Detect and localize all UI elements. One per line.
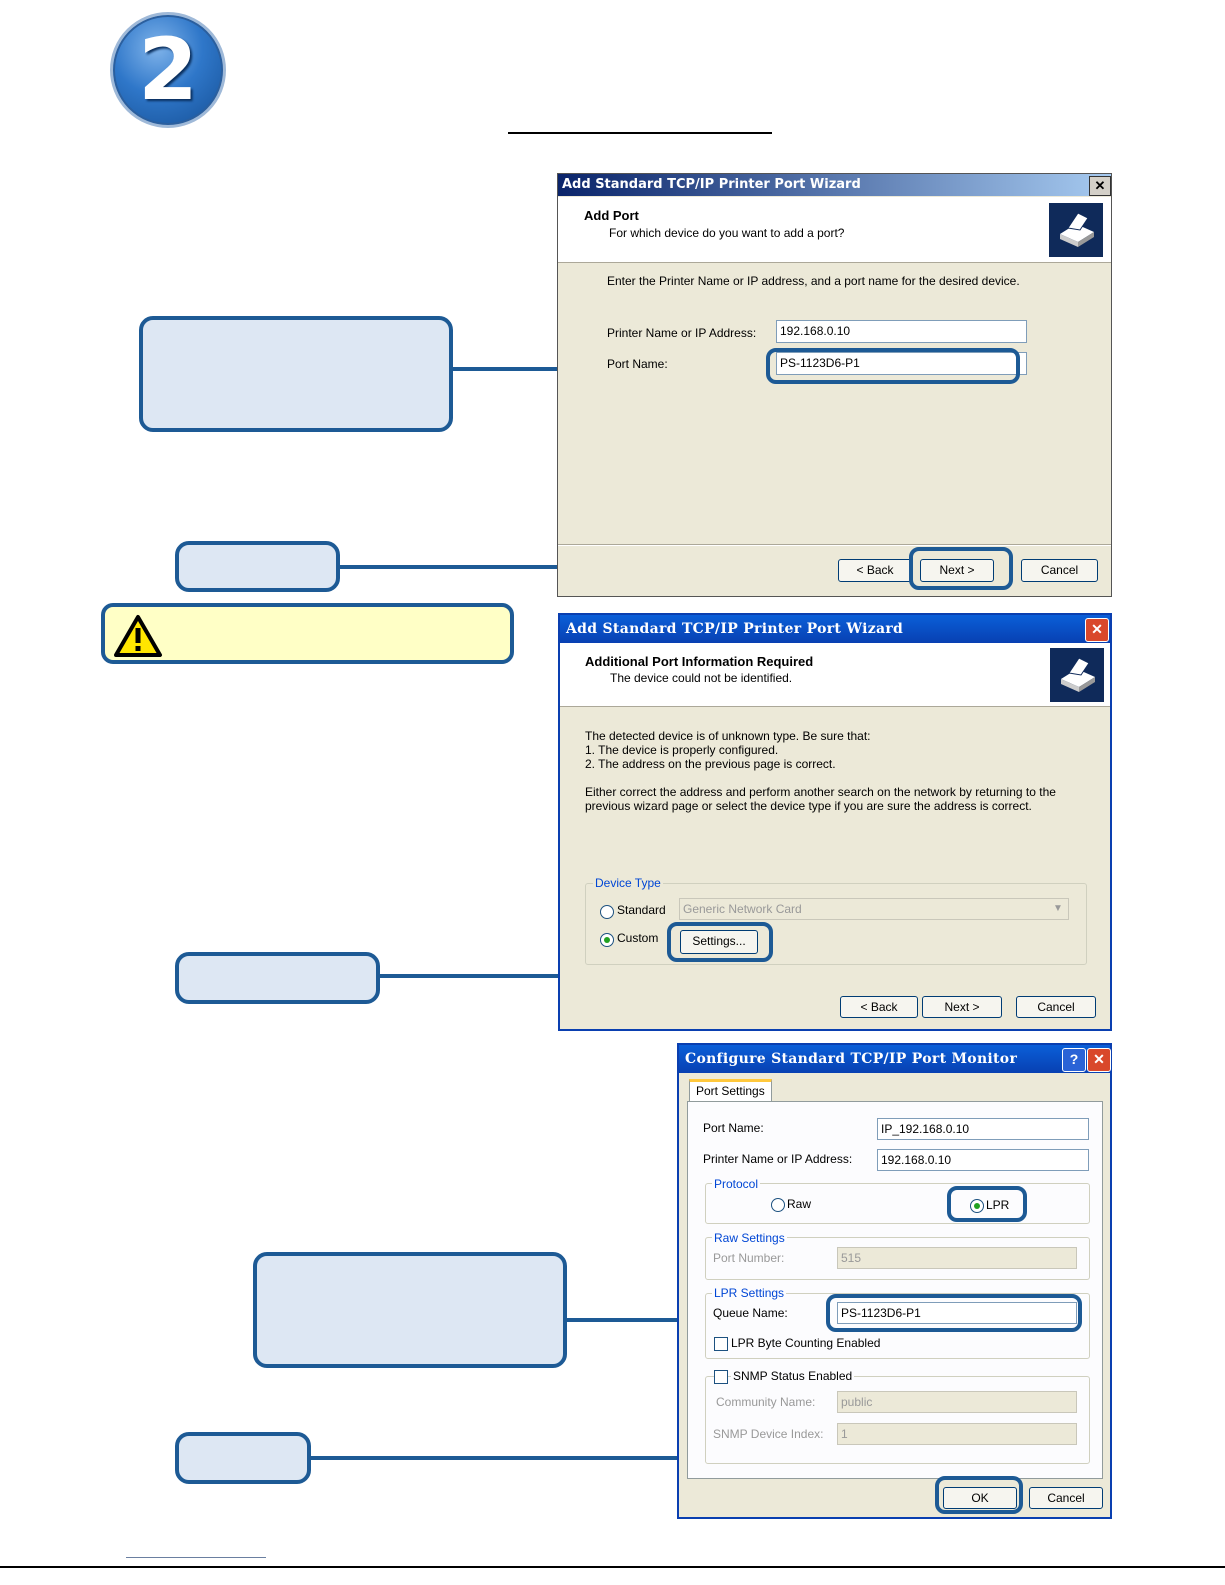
device-type-select[interactable]: Generic Network Card: [679, 898, 1069, 920]
snmp-checkbox[interactable]: [714, 1370, 728, 1384]
port-name-input[interactable]: IP_192.168.0.10: [877, 1118, 1089, 1140]
protocol-label: Protocol: [714, 1177, 759, 1191]
byte-counting-label: LPR Byte Counting Enabled: [731, 1336, 881, 1350]
snmp-index-input[interactable]: 1: [837, 1423, 1077, 1445]
printer-name-input[interactable]: 192.168.0.10: [877, 1149, 1089, 1171]
highlight-ok-button: [935, 1476, 1023, 1514]
highlight-next-button: [909, 547, 1013, 590]
back-button[interactable]: < Back: [840, 996, 918, 1018]
dialog-title: Add Standard TCP/IP Printer Port Wizard: [560, 615, 1110, 643]
snmp-label: SNMP Status Enabled: [733, 1369, 853, 1383]
custom-radio[interactable]: [600, 933, 614, 947]
highlight-port-name: [766, 348, 1020, 384]
close-icon[interactable]: ✕: [1087, 1048, 1111, 1072]
dialog-title: Configure Standard TCP/IP Port Monitor: [679, 1045, 1110, 1073]
highlight-settings-button: [667, 922, 773, 962]
header-subtitle: The device could not be identified.: [610, 671, 793, 685]
callout-ok: [175, 1432, 311, 1484]
callout-next: [175, 541, 340, 592]
port-name-input[interactable]: PS-1123D6-P1: [776, 352, 1027, 375]
port-name-label: Port Name:: [703, 1121, 764, 1135]
queue-name-input[interactable]: PS-1123D6-P1: [837, 1302, 1077, 1324]
wizard-header: [560, 643, 1110, 707]
port-number-input[interactable]: 515: [837, 1247, 1077, 1269]
printer-icon: [1049, 203, 1103, 257]
configure-port-monitor-dialog: [677, 1043, 1112, 1519]
printer-icon: [1050, 648, 1104, 702]
header-title: Additional Port Information Required: [585, 654, 814, 669]
tab-port-settings[interactable]: Port Settings: [689, 1079, 772, 1101]
printer-name-label: Printer Name or IP Address:: [703, 1152, 853, 1166]
printer-name-label: Printer Name or IP Address:: [607, 326, 757, 340]
header-subtitle: For which device do you want to add a port?: [609, 226, 845, 240]
community-name-label: Community Name:: [716, 1395, 816, 1409]
back-button[interactable]: < Back: [838, 559, 912, 582]
device-type-label: Device Type: [595, 876, 661, 890]
wizard-header: [558, 197, 1111, 263]
dialog-title: Add Standard TCP/IP Printer Port Wizard: [558, 174, 1111, 196]
protocol-group: [705, 1183, 1090, 1224]
highlight-lpr-radio: [947, 1186, 1027, 1222]
divider: [558, 544, 1111, 546]
warning-note-box: [101, 603, 514, 664]
snmp-group: [705, 1376, 1090, 1464]
settings-button[interactable]: Settings...: [680, 930, 758, 954]
body-text-line: The detected device is of unknown type. Be sure that:: [585, 729, 871, 743]
port-name-label: Port Name:: [607, 357, 668, 371]
ok-button[interactable]: OK: [943, 1487, 1017, 1509]
next-button[interactable]: Next >: [922, 996, 1002, 1018]
raw-label: Raw: [787, 1197, 812, 1211]
step-number-badge: [110, 12, 226, 128]
callout-settings: [175, 952, 380, 1004]
byte-counting-checkbox[interactable]: [714, 1337, 728, 1351]
header-title: Add Port: [584, 208, 639, 223]
additional-port-info-dialog: [558, 613, 1112, 1031]
title-underline: [508, 132, 772, 134]
raw-settings-label: Raw Settings: [714, 1231, 785, 1245]
body-text-line: previous wizard page or select the device type if you are sure the address is correct.: [585, 799, 1032, 813]
step-number: 2: [138, 20, 198, 120]
body-text-line: 1. The device is properly configured.: [585, 743, 779, 757]
close-icon[interactable]: ✕: [1089, 176, 1111, 196]
highlight-queue-name: [826, 1294, 1082, 1332]
standard-radio[interactable]: [600, 905, 614, 919]
footer-rule: [0, 1566, 1225, 1568]
port-number-label: Port Number:: [713, 1251, 785, 1265]
printer-name-input[interactable]: 192.168.0.10: [776, 320, 1027, 343]
queue-name-label: Queue Name:: [713, 1306, 788, 1320]
callout-queue-name: [253, 1252, 567, 1368]
body-text-line: 2. The address on the previous page is correct.: [585, 757, 836, 771]
standard-label: Standard: [617, 903, 666, 917]
community-name-input[interactable]: public: [837, 1391, 1077, 1413]
cancel-button[interactable]: Cancel: [1021, 559, 1098, 582]
warning-icon: [113, 614, 163, 658]
instruction-text: Enter the Printer Name or IP address, and a port name for the desired device.: [607, 274, 1020, 288]
callout-port-name: [139, 316, 453, 432]
footer-link-underline: [126, 1557, 266, 1558]
cancel-button[interactable]: Cancel: [1016, 996, 1096, 1018]
lpr-settings-label: LPR Settings: [714, 1286, 785, 1300]
next-button[interactable]: Next >: [920, 559, 994, 582]
chevron-down-icon: ▼: [1053, 903, 1063, 914]
body-text-line: Either correct the address and perform another search on the network by returning to the: [585, 785, 1056, 799]
snmp-index-label: SNMP Device Index:: [713, 1427, 824, 1441]
lpr-label: LPR: [986, 1198, 1010, 1212]
device-type-group: [585, 883, 1087, 965]
add-port-wizard-dialog: [557, 173, 1112, 597]
cancel-button[interactable]: Cancel: [1029, 1487, 1103, 1509]
help-icon[interactable]: ?: [1062, 1048, 1086, 1072]
raw-radio[interactable]: [771, 1198, 785, 1212]
custom-label: Custom: [617, 931, 659, 945]
close-icon[interactable]: ✕: [1085, 618, 1109, 642]
